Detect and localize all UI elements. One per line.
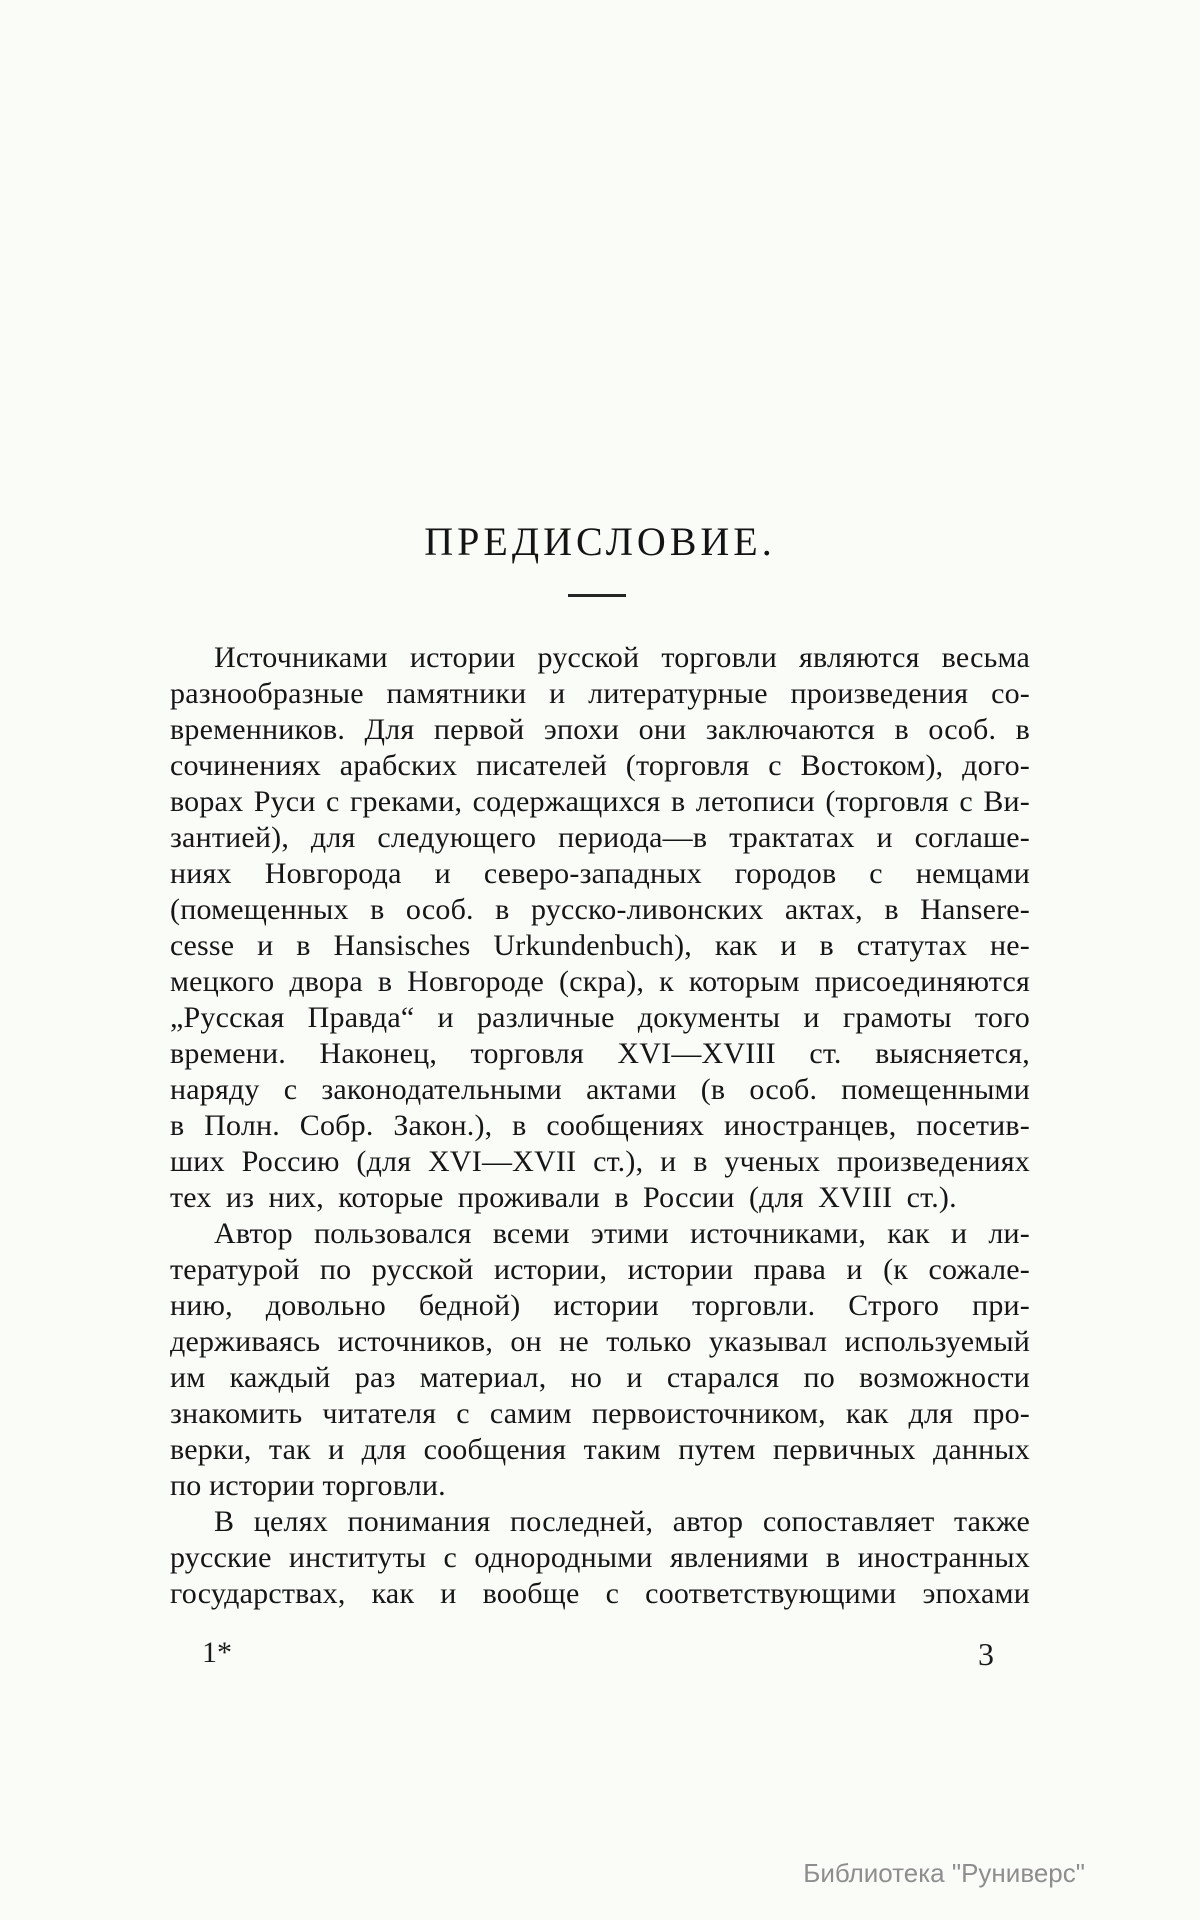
text-line: временников. Для первой эпохи они заключаются в особ. в — [170, 713, 1030, 746]
text-line: (помещенных в особ. в русско-ливонских актах, в Hansere- — [170, 893, 1030, 926]
text-line: зантией), для следующего периода—в трактатах и соглаше- — [170, 821, 1030, 854]
text-line: разнообразные памятники и литературные произведения со- — [170, 677, 1030, 710]
text-line: ших Россию (для XVI—XVII ст.), и в ученых произведениях — [170, 1145, 1030, 1178]
text-line: В целях понимания последней, автор сопоставляет также — [214, 1505, 1030, 1538]
text-line: тех из них, которые проживали в России (для XVIII ст.). — [170, 1181, 957, 1214]
page-number: 3 — [978, 1636, 994, 1672]
text-line: Автор пользовался всеми этими источниками, как и ли- — [214, 1217, 1030, 1250]
text-line: по истории торговли. — [170, 1469, 446, 1502]
text-line: государствах, как и вообще с соответствующими эпохами — [170, 1577, 1030, 1610]
library-watermark: Библиотека "Руниверс" — [803, 1858, 1085, 1888]
title-divider-rule — [568, 594, 626, 597]
text-line: ворах Руси с греками, содержащихся в летописи (торговля с Ви- — [170, 785, 1030, 818]
body-text-block — [170, 640, 1030, 1612]
text-line: тературой по русской истории, истории права и (к сожале- — [170, 1253, 1030, 1286]
text-line: верки, так и для сообщения таким путем первичных данных — [170, 1433, 1030, 1466]
text-line: им каждый раз материал, но и старался по возможности — [170, 1361, 1030, 1394]
paragraph — [170, 1216, 1030, 1504]
paragraph — [170, 1504, 1030, 1612]
text-line: сочинениях арабских писателей (торговля с Востоком), дого- — [170, 749, 1030, 782]
paragraph — [170, 640, 1030, 1216]
text-line: ниях Новгорода и северо-западных городов с немцами — [170, 857, 1030, 890]
text-line: нию, довольно бедной) истории торговли. Строго при- — [170, 1289, 1030, 1322]
signature-mark: 1* — [202, 1636, 232, 1669]
page-title: ПРЕДИСЛОВИЕ. — [424, 519, 776, 564]
text-line: cesse и в Hansisches Urkundenbuch), как и в статутах не- — [170, 929, 1030, 962]
text-line: мецкого двора в Новгороде (скра), к которым присоединяются — [170, 965, 1030, 998]
text-line: держиваясь источников, он не только указывал используемый — [170, 1325, 1030, 1358]
text-line: времени. Наконец, торговля XVI—XVIII ст. выясняется, — [170, 1037, 1030, 1070]
text-line: Источниками истории русской торговли являются весьма — [214, 641, 1030, 674]
text-line: „Русская Правда“ и различные документы и грамоты того — [170, 1001, 1030, 1034]
text-line: русские институты с однородными явлениями в иностранных — [170, 1541, 1030, 1574]
text-line: знакомить читателя с самим первоисточником, как для про- — [170, 1397, 1030, 1430]
text-line: наряду с законодательными актами (в особ. помещенными — [170, 1073, 1030, 1106]
text-line: в Полн. Собр. Закон.), в сообщениях иностранцев, посетив- — [170, 1109, 1030, 1142]
